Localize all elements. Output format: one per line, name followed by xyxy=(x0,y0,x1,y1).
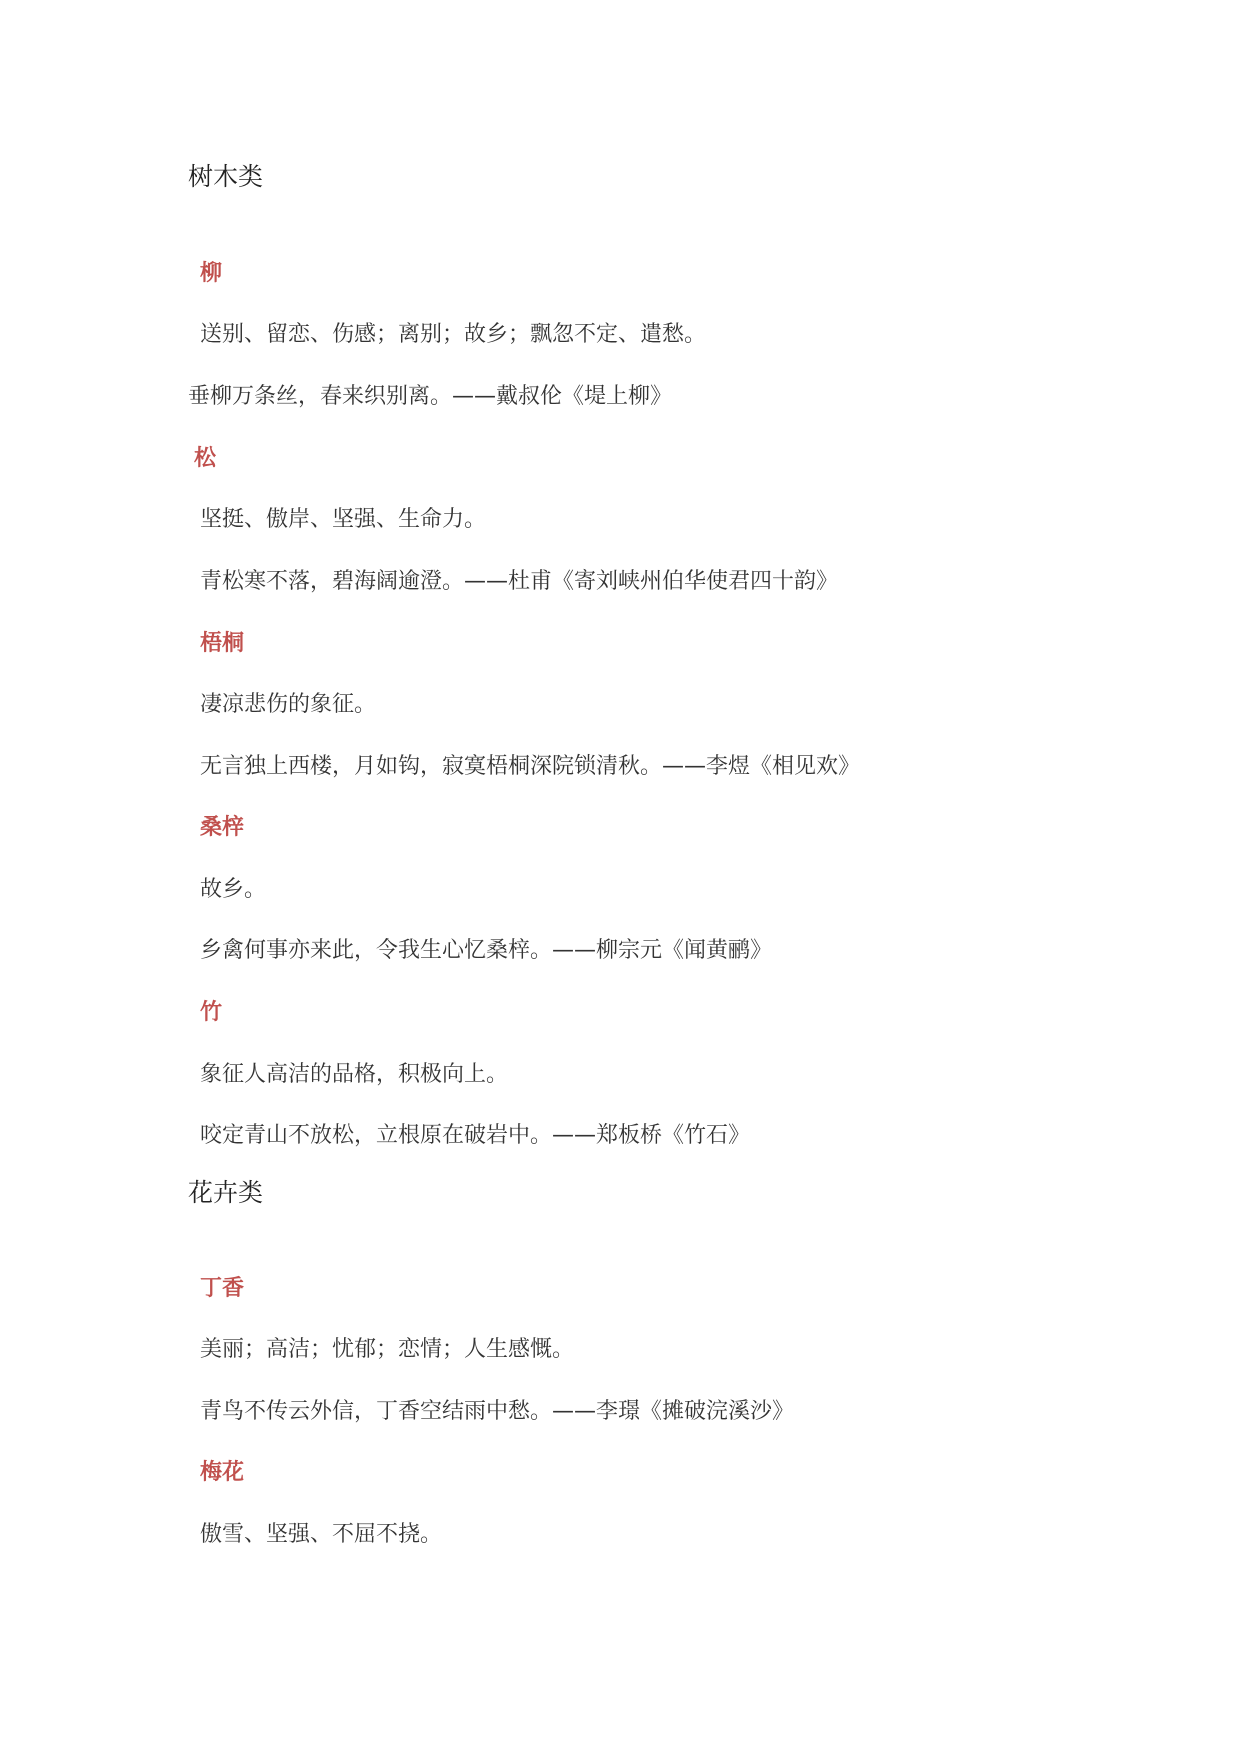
meaning-mulberry-catalpa: 故乡。 xyxy=(200,877,267,902)
term-willow: 柳 xyxy=(200,261,223,286)
term-bamboo: 竹 xyxy=(200,1000,223,1025)
meaning-plum-blossom: 傲雪、坚强、不屈不挠。 xyxy=(200,1522,443,1547)
meaning-willow: 送别、留恋、伤感；离别；故乡；飘忽不定、遣愁。 xyxy=(200,322,707,347)
meaning-pine: 坚挺、傲岸、坚强、生命力。 xyxy=(200,507,487,532)
meaning-phoenix-tree: 凄凉悲伤的象征。 xyxy=(200,692,377,717)
term-plum-blossom: 梅花 xyxy=(200,1460,245,1485)
meaning-bamboo: 象征人高洁的品格，积极向上。 xyxy=(200,1062,509,1087)
example-willow: 垂柳万条丝，春来织别离。——戴叔伦《堤上柳》 xyxy=(188,384,673,409)
section-title-trees: 树木类 xyxy=(188,162,264,191)
example-phoenix-tree: 无言独上西楼，月如钩，寂寞梧桐深院锁清秋。——李煜《相见欢》 xyxy=(200,754,861,779)
example-mulberry-catalpa: 乡禽何事亦来此，令我生心忆桑梓。——柳宗元《闻黄鹂》 xyxy=(200,938,773,963)
section-title-flowers: 花卉类 xyxy=(188,1178,264,1207)
meaning-lilac: 美丽；高洁；忧郁；恋情；人生感慨。 xyxy=(200,1337,575,1362)
term-mulberry-catalpa: 桑梓 xyxy=(200,815,245,840)
term-phoenix-tree: 梧桐 xyxy=(200,631,245,656)
example-pine: 青松寒不落，碧海阔逾澄。——杜甫《寄刘峡州伯华使君四十韵》 xyxy=(200,569,839,594)
term-lilac: 丁香 xyxy=(200,1276,245,1301)
term-pine: 松 xyxy=(194,446,217,471)
example-lilac: 青鸟不传云外信，丁香空结雨中愁。——李璟《摊破浣溪沙》 xyxy=(200,1399,795,1424)
example-bamboo: 咬定青山不放松，立根原在破岩中。——郑板桥《竹石》 xyxy=(200,1123,751,1148)
